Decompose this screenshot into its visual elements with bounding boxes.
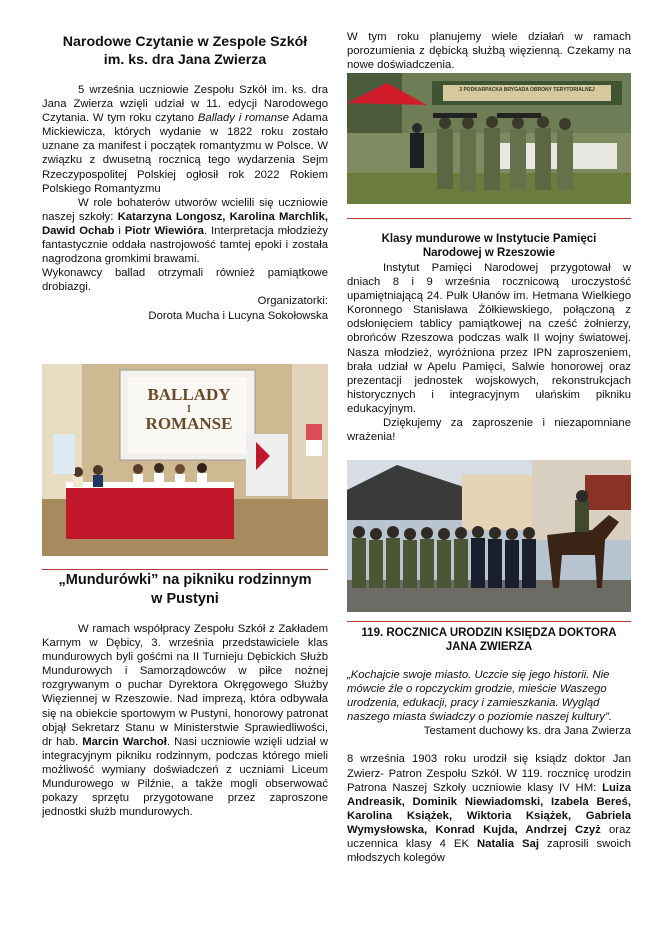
article-body-ipn xyxy=(347,261,631,444)
article-continuation xyxy=(347,30,631,72)
organizers-names: Dorota Mucha i Lucyna Sokołowska xyxy=(148,309,328,322)
paragraph: W tym roku planujemy wiele działań w ramach porozumienia z dębicką służbą więzienną. Czekamy na nowe doświadczenia. xyxy=(347,31,631,72)
photo-scene xyxy=(347,460,631,612)
paragraph: Wykonawcy ballad otrzymali również pamiątkowe drobiazgi. xyxy=(42,267,328,294)
paragraph: 8 września 1903 roku urodził się ksiądz doktor Jan Zwierz- Patron Zespołu Szkół. W 119. rocznicę urodzin Patrona Naszej Szkoły uczniowie klasy IV HM: Luiza Andreasik, Dominik Niewiadomski, Izabela Bereś, Karolina Książek, Wiktoria Książek, Gabriela Wymysłowska, Konrad Kujda, Andrzej Czyż oraz uczennica klasy 4 EK Natalia Saj zaprosili swoich młodszych kolegów xyxy=(347,753,631,865)
article-title-narodowe-czytanie: Narodowe Czytanie w Zespole Szkół im. ks. dra Jana Zwierza xyxy=(62,34,308,68)
quote-source: Testament duchowy ks. dra Jana Zwierza xyxy=(423,725,631,738)
photo-uniformed-classes xyxy=(347,460,631,612)
quote: „Kochajcie swoje miasto. Uczcie się jego historii. Nie mówcie źle o ropczyckim grodzie, mieście Waszego urodzenia, edukacji, pracy i zamieszkania. Wygląd naszego miasta świadczy o poziomie naszej kultury”. xyxy=(347,669,612,724)
section-divider xyxy=(42,569,328,570)
article-body-mundurowki xyxy=(42,622,328,819)
article-body-rocznica xyxy=(347,668,631,865)
photo-military-stand xyxy=(347,73,631,204)
screen-title: BALLADY I ROMANSE xyxy=(145,385,233,433)
organizers-label: Organizatorki: xyxy=(257,295,328,308)
paragraph: Instytut Pamięci Narodowej przygotował w dniach 8 i 9 września rocznicową uroczystość upamiętniającą 24. Pułk Ułanów im. Hetmana Wielkiego Koronnego Stanisława Żółkiewskiego, połączoną z odsłonięciem tablicy pamiątkowej na cześć żołnierzy, obrońców Rzeszowa podczas walk II wojny światowej. Nasza młodzież, wyróżniona przez IPN zaproszeniem, brała udział w Apelu Pamięci, Salwie honorowej oraz prezentacji jednostek wojskowych, rekonstrukcjach historycznych i integracyjnym ułańskim pikniku edukacyjnym. xyxy=(347,262,631,415)
section-divider xyxy=(347,218,631,219)
article-title-mundurowki: „Mundurówki” na pikniku rodzinnym w Pustyni xyxy=(58,572,312,607)
paragraph: 5 września uczniowie Zespołu Szkół im. ks. dra Jana Zwierza wzięli udział w 11. edycji Narodowego Czytania. W tym roku czytano Ballady i romanse Adama Mickiewicza, których wydanie w 1822 roku zostało uznane za manifest i początek romantyzmu w Polsce. W związku z dwusetną rocznicą tego wydarzenia Sejm Rzeczypospolitej Polskiej ogłosił rok 2022 Rokiem Polskiego Romantyzmu xyxy=(42,84,328,195)
article-title-rocznica: 119. ROCZNICA URODZIN KSIĘDZA DOKTORA JANA ZWIERZA xyxy=(361,627,617,653)
section-divider xyxy=(347,621,631,622)
article-body-narodowe-czytanie xyxy=(42,83,328,323)
banner-text: 3 PODKARPACKA BRYGADA OBRONY TERYTORIALNEJ xyxy=(459,87,595,93)
paragraph: Dziękujemy za zaproszenie i niezapomniane wrażenia! xyxy=(347,417,631,444)
paragraph: W role bohaterów utworów wcielili się uczniowie naszej szkoły: Katarzyna Longosz, Karolina Marchlik, Dawid Ochab i Piotr Wiewióra. Interpretacja młodzieży fantastycznie oddała nastrojowość tamtej epoki i została nagrodzona gromkimi brawami. xyxy=(42,196,328,266)
article-title-ipn: Klasy mundurowe w Instytucie Pamięci Narodowej w Rzeszowie xyxy=(381,233,597,259)
paragraph: W ramach współpracy Zespołu Szkół z Zakładem Karnym w Dębicy, 3. września przedstawiciele klas mundurowych byli gośćmi na II Turnieju Dębickich Służb Mundurowych i Samorządowców w piłce nożnej rozgrywanym o puchar Dyrektora Okręgowego Służby Więziennej w Rzeszowie. Nad imprezą, która odbywała się na obiekcie sportowym w Pustyni, honorowy patronat objął Sekretarz Stanu w Ministerstwie Sprawiedliwości, dr hab. Marcin Warchoł. Nasi uczniowie wzięli udział w integracyjnym pikniku rodzinnym, podczas którego mieli możliwość wymiany doświadczeń z uczniami Liceum Mundurowego w Pilźnie, a także mogli obserwować pokazy sprzętu przygotowane przez zaproszone jednostki służb mundurowych. xyxy=(42,623,328,819)
photo-narodowe-czytanie xyxy=(42,364,328,556)
